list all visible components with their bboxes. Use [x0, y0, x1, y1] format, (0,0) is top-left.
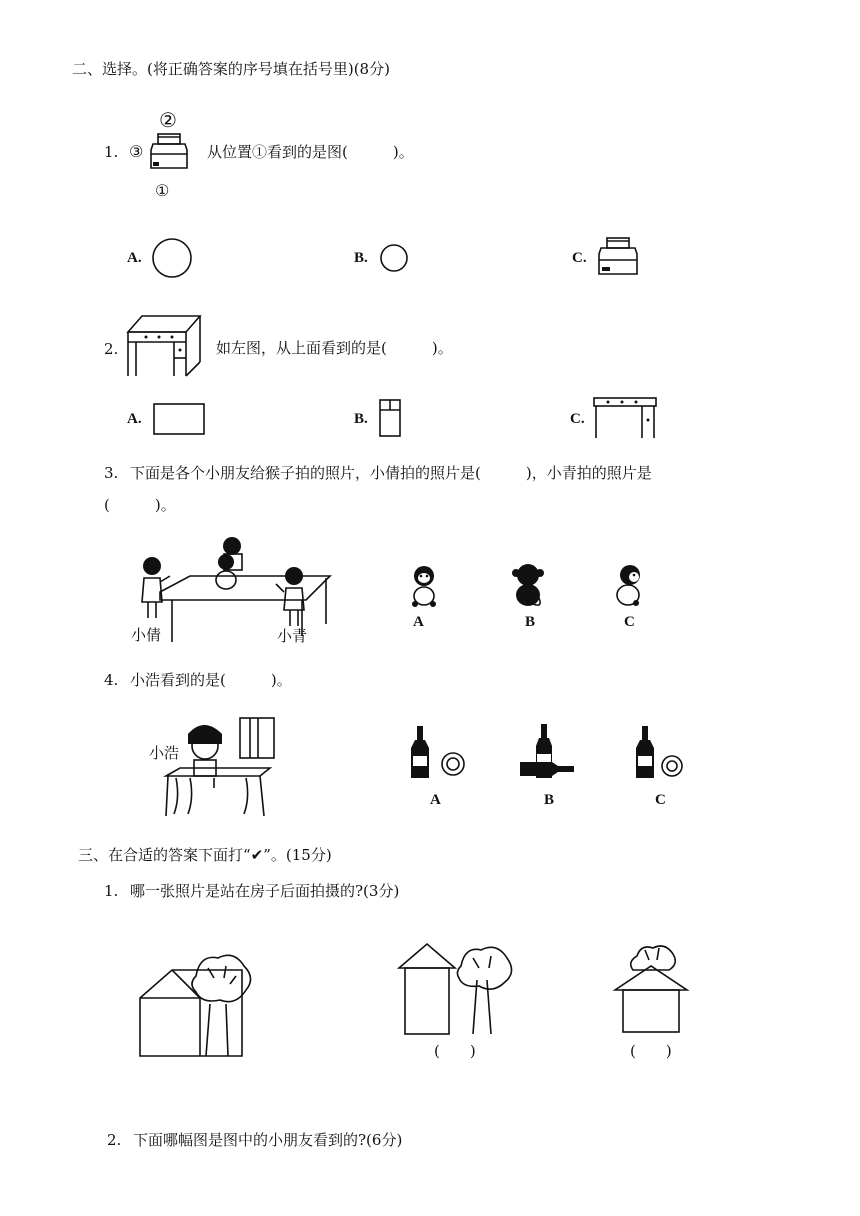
section-2-heading: 二、选择。(将正确答案的序号填在括号里)(8分) [72, 60, 390, 78]
monkey-side-icon [612, 563, 646, 608]
q2-option-a-label: A. [127, 411, 142, 427]
s3-q1-blank-1[interactable]: ( ) [434, 1042, 476, 1060]
q1-option-a-label: A. [127, 250, 142, 266]
bottle-lying-icon [520, 724, 584, 780]
q1-text: 从位置①看到的是图( )。 [207, 143, 414, 161]
house-front-tree-right-photo [395, 940, 521, 1036]
q3-number: 3. [104, 464, 119, 482]
q2-option-c-label: C. [570, 411, 585, 427]
q2-number: 2. [104, 340, 119, 358]
circle-large-icon [150, 236, 194, 280]
name-xiaohao-label: 小浩 [149, 744, 180, 762]
name-xiaoqing-label: 小青 [277, 627, 308, 645]
q3-option-a-label: A [413, 614, 424, 630]
q1-option-b-label: B. [354, 250, 368, 266]
q4-number: 4. [104, 671, 119, 689]
rectangle-wide-icon [152, 402, 208, 438]
s3-q1-text: 哪一张照片是站在房子后面拍摄的?(3分) [130, 882, 400, 900]
bottle-and-ring-icon [636, 726, 686, 780]
q3-text-line1: 下面是各个小朋友给猴子拍的照片，小倩拍的照片是( )，小青拍的照片是 [130, 464, 652, 482]
house-back-tree-behind-photo [611, 942, 691, 1036]
q4-text: 小浩看到的是( )。 [130, 671, 292, 689]
desk-figure [124, 312, 204, 378]
monkey-back-icon [509, 562, 547, 608]
boy-desk-scene [160, 714, 280, 818]
s3-q1-blank-2[interactable]: ( ) [630, 1042, 672, 1060]
rectangle-tall-icon [378, 398, 404, 440]
ink-bottle-front-icon [595, 236, 641, 278]
s3-q2-number: 2. [107, 1131, 122, 1149]
q1-number: 1. [104, 143, 119, 161]
q1-option-c-label: C. [572, 250, 587, 266]
q4-option-c-label: C [655, 792, 666, 808]
q4-option-a-label: A [430, 792, 441, 808]
desk-front-icon [592, 396, 658, 440]
q3-option-c-label: C [624, 614, 635, 630]
monkey-table-scene [130, 536, 345, 646]
q2-option-b-label: B. [354, 411, 368, 427]
q4-option-b-label: B [544, 792, 555, 808]
ink-bottle-figure [147, 132, 192, 172]
q3-option-b-label: B [525, 614, 536, 630]
s3-q1-number: 1. [104, 882, 119, 900]
q1-position-top: ② [159, 108, 177, 132]
monkey-front-icon [407, 564, 441, 608]
q1-position-bottom: ① [155, 181, 170, 200]
circle-small-icon [378, 242, 410, 274]
name-xiaoqian-label: 小倩 [131, 626, 162, 644]
q2-text: 如左图，从上面看到的是( )。 [216, 339, 453, 357]
house-with-tree-scene [136, 948, 260, 1060]
s3-q2-text: 下面哪幅图是图中的小朋友看到的?(6分) [133, 1131, 403, 1149]
section-3-heading: 三、在合适的答案下面打“✔”。(15分) [78, 846, 332, 864]
bottle-and-cap-icon [411, 726, 471, 780]
q1-position-left: ③ [129, 142, 144, 161]
q3-text-line2: ( )。 [104, 496, 176, 514]
